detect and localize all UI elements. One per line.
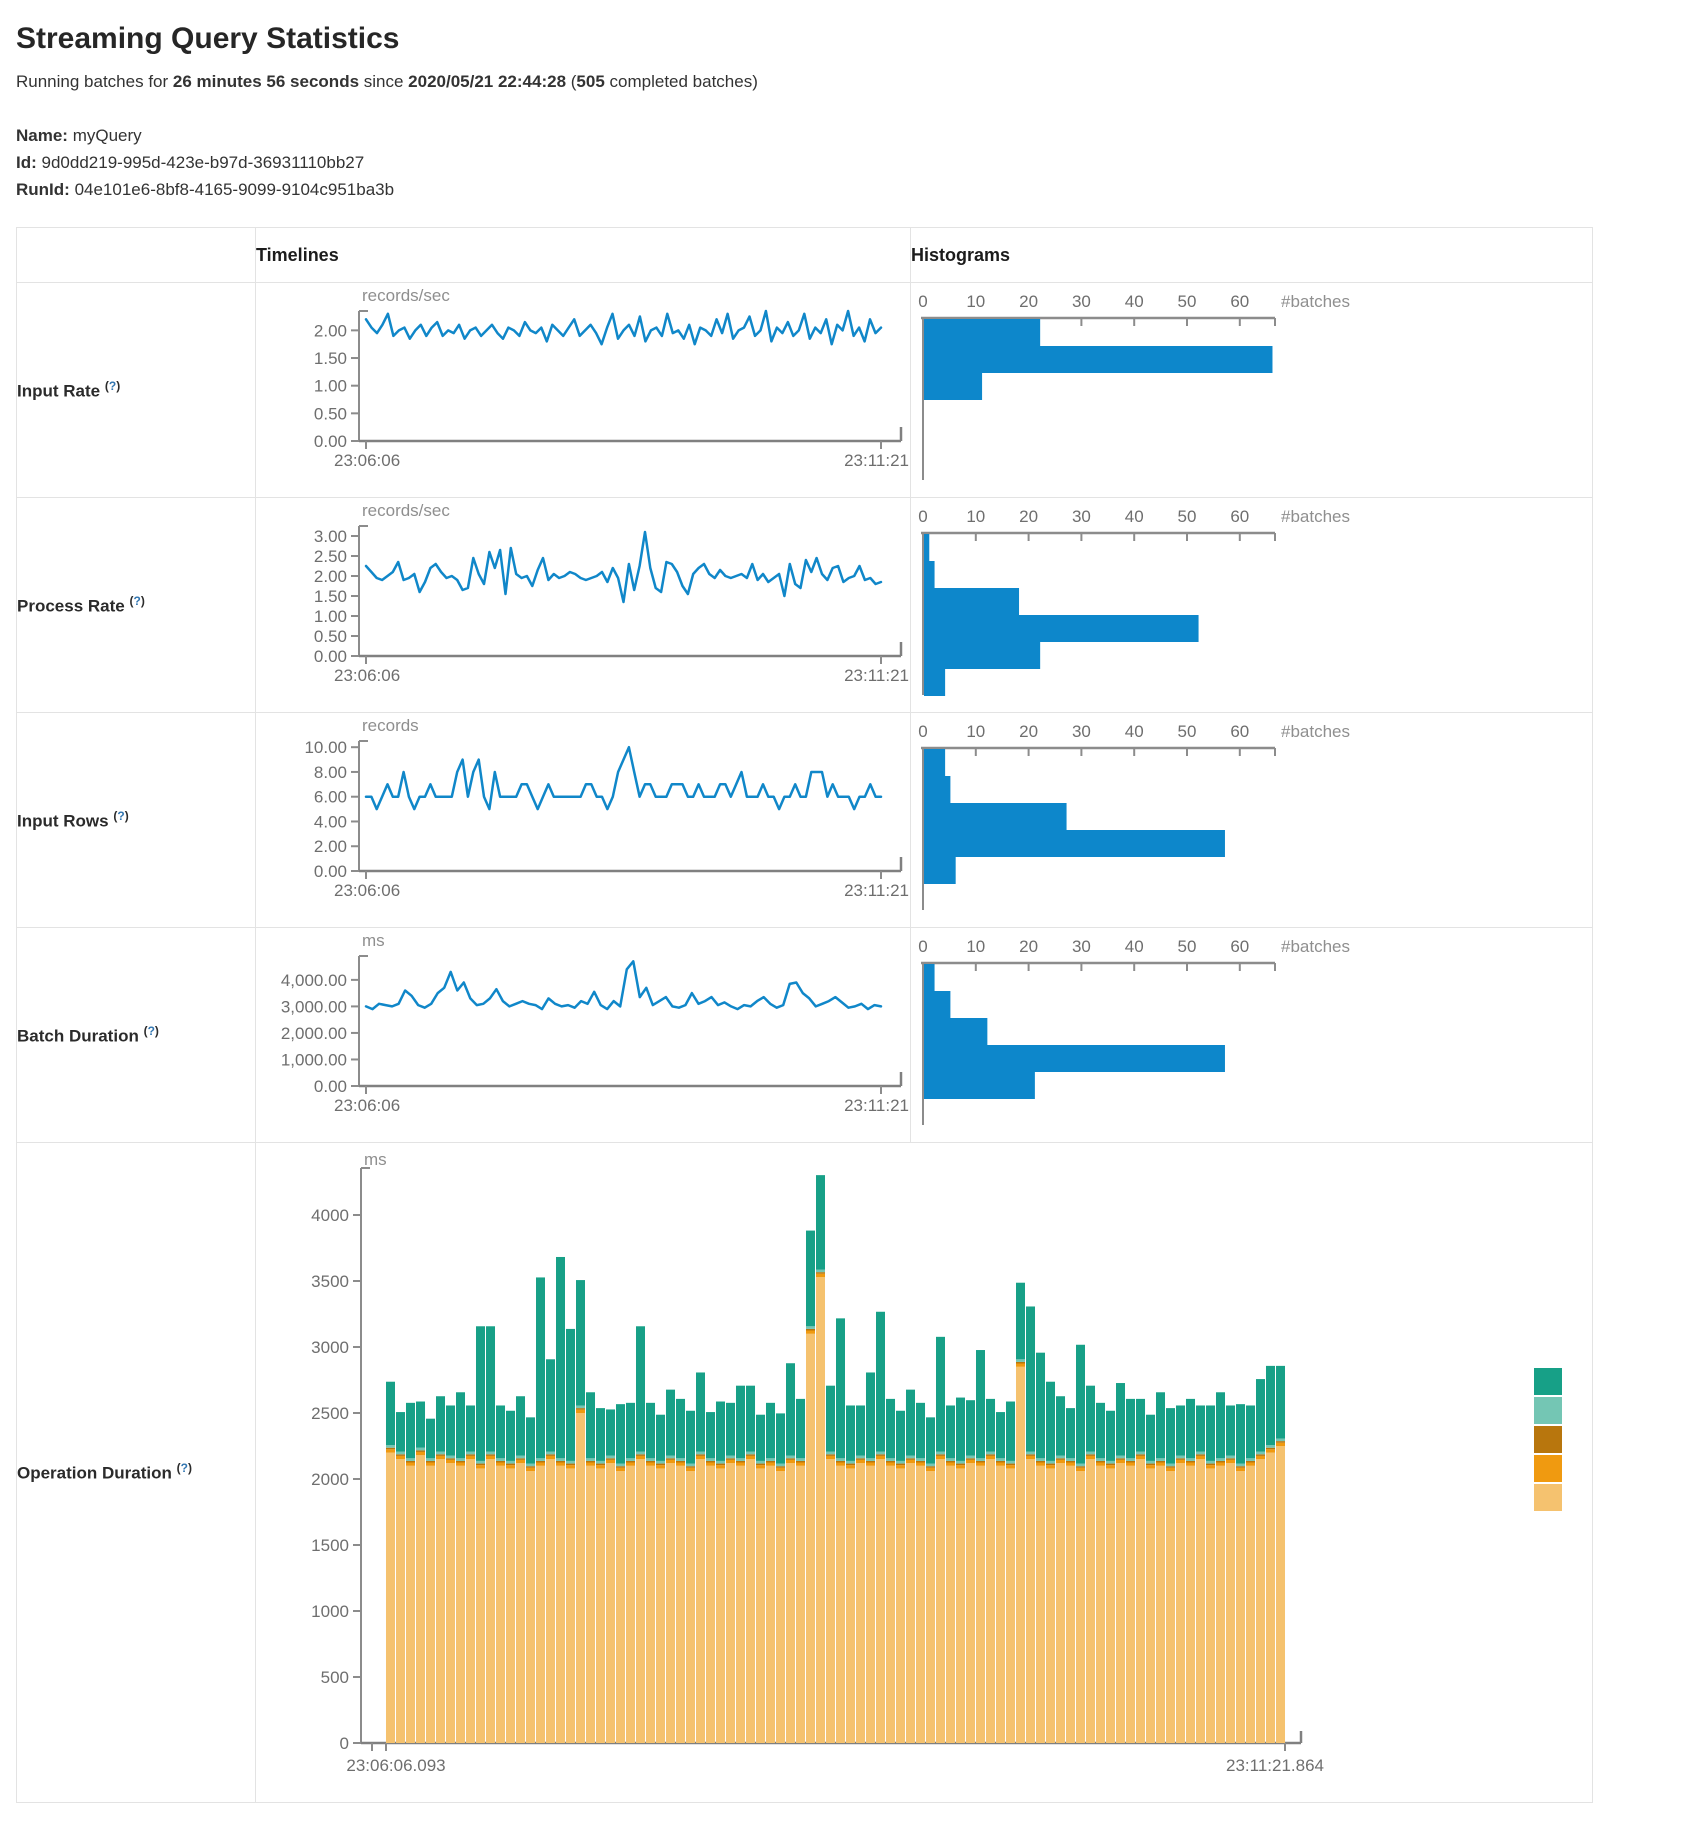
input-rate-label (17, 283, 256, 498)
input-rows-row (17, 713, 1593, 928)
svg-text:2,000.00: 2,000.00 (280, 1023, 347, 1043)
svg-text:40: 40 (1124, 292, 1144, 311)
question-mark-icon: ? (147, 1023, 155, 1038)
svg-text:50: 50 (1177, 937, 1197, 956)
svg-text:4000: 4000 (311, 1206, 349, 1225)
input-rows-histogram-chart (911, 713, 1592, 926)
row-label-text: Input Rows (17, 811, 109, 831)
summary-batch-count: 505 (576, 72, 605, 91)
id-value: 9d0dd219-995d-423e-b97d-36931110bb27 (41, 153, 365, 172)
legend-swatch-3 (1534, 1455, 1562, 1482)
svg-text:23:06:06: 23:06:06 (334, 881, 401, 900)
svg-text:60: 60 (1230, 937, 1250, 956)
summary-mid: since (359, 72, 409, 91)
svg-text:500: 500 (320, 1668, 349, 1687)
svg-text:10: 10 (966, 292, 986, 311)
row-label-text: Process Rate (17, 596, 125, 616)
operation-duration-help-tooltip[interactable] (177, 1461, 192, 1475)
svg-text:23:06:06: 23:06:06 (334, 1096, 401, 1115)
svg-text:23:06:06.093: 23:06:06.093 (346, 1756, 446, 1775)
svg-text:10.00: 10.00 (304, 738, 347, 758)
id-label: Id: (16, 153, 37, 172)
svg-text:20: 20 (1019, 937, 1039, 956)
svg-text:2.50: 2.50 (313, 547, 347, 566)
query-id-line (16, 149, 1677, 176)
row-label-text: Batch Duration (17, 1026, 139, 1046)
process-rate-help-tooltip[interactable] (129, 594, 144, 608)
summary-start-time: 2020/05/21 22:44:28 (408, 72, 567, 91)
svg-text:1000: 1000 (311, 1602, 349, 1621)
svg-text:30: 30 (1071, 937, 1091, 956)
svg-text:ms: ms (364, 1150, 387, 1169)
operation-duration-row (17, 1143, 1593, 1803)
svg-text:30: 30 (1071, 507, 1091, 526)
svg-text:23:06:06: 23:06:06 (334, 666, 401, 685)
batch-duration-row (17, 928, 1593, 1143)
help-open: ( (104, 378, 109, 393)
svg-text:40: 40 (1124, 937, 1144, 956)
svg-text:0.00: 0.00 (313, 647, 347, 666)
table-header-row (17, 228, 1593, 283)
svg-text:3,000.00: 3,000.00 (280, 997, 347, 1017)
svg-text:#batches: #batches (1281, 722, 1350, 741)
svg-text:50: 50 (1177, 292, 1197, 311)
svg-text:20: 20 (1019, 292, 1039, 311)
process-rate-timeline-chart (256, 498, 910, 711)
svg-text:0.00: 0.00 (313, 1077, 347, 1096)
histograms-header: Histograms (911, 228, 1593, 283)
question-mark-icon: ? (180, 1461, 188, 1476)
name-label: Name: (16, 126, 68, 145)
help-open: ( (113, 808, 118, 823)
input-rate-histogram-chart (911, 283, 1592, 496)
summary-open-paren: ( (566, 72, 577, 91)
empty-header-cell (17, 228, 256, 283)
svg-text:3000: 3000 (311, 1338, 349, 1357)
help-close: ) (187, 1461, 192, 1476)
input-rate-help-tooltip[interactable] (105, 379, 120, 393)
operation-duration-label (17, 1143, 256, 1803)
svg-text:0.50: 0.50 (313, 404, 347, 424)
svg-text:#batches: #batches (1281, 937, 1350, 956)
summary-prefix: Running batches for (16, 72, 173, 91)
batch-duration-histogram-chart (911, 928, 1592, 1141)
svg-text:0: 0 (918, 937, 928, 956)
svg-text:6.00: 6.00 (313, 787, 347, 807)
input-rate-timeline-chart (256, 283, 910, 496)
runid-value: 04e101e6-8bf8-4165-9099-9104c951ba3b (74, 180, 395, 199)
svg-text:60: 60 (1230, 292, 1250, 311)
summary-suffix: completed batches) (604, 72, 758, 91)
query-metadata (16, 122, 1677, 203)
svg-text:1500: 1500 (311, 1536, 349, 1555)
operation-duration-stacked-chart (256, 1143, 1592, 1799)
svg-text:3.00: 3.00 (313, 527, 347, 546)
query-runid-line (16, 176, 1677, 203)
row-label-text: Input Rate (17, 381, 101, 401)
page-title: Streaming Query Statistics (16, 22, 400, 55)
svg-text:0.00: 0.00 (313, 432, 347, 451)
batch-duration-timeline-chart (256, 928, 910, 1141)
svg-text:records/sec: records/sec (362, 286, 450, 305)
svg-text:10: 10 (966, 722, 986, 741)
svg-text:0.50: 0.50 (313, 627, 347, 646)
svg-text:23:11:21: 23:11:21 (844, 881, 909, 900)
process-rate-label (17, 498, 256, 713)
legend-swatch-2 (1534, 1426, 1562, 1453)
svg-text:records/sec: records/sec (362, 501, 450, 520)
svg-text:8.00: 8.00 (313, 762, 347, 782)
question-mark-icon: ? (133, 593, 141, 608)
svg-text:20: 20 (1019, 507, 1039, 526)
process-rate-row (17, 498, 1593, 713)
svg-text:2500: 2500 (311, 1404, 349, 1423)
help-close: ) (124, 808, 129, 823)
svg-text:0: 0 (918, 292, 928, 311)
svg-text:20: 20 (1019, 722, 1039, 741)
legend-swatch-0 (1534, 1368, 1562, 1395)
timelines-header: Timelines (256, 228, 911, 283)
svg-text:23:06:06: 23:06:06 (334, 451, 401, 470)
svg-text:10: 10 (966, 937, 986, 956)
svg-text:23:11:21: 23:11:21 (844, 451, 909, 470)
svg-text:2000: 2000 (311, 1470, 349, 1489)
svg-text:2.00: 2.00 (313, 567, 347, 586)
name-value: myQuery (72, 126, 142, 145)
svg-text:40: 40 (1124, 722, 1144, 741)
svg-text:60: 60 (1230, 507, 1250, 526)
running-batches-summary (16, 72, 1677, 92)
svg-text:50: 50 (1177, 507, 1197, 526)
svg-text:0: 0 (339, 1734, 349, 1753)
question-mark-icon: ? (117, 808, 125, 823)
svg-text:2.00: 2.00 (313, 321, 347, 341)
legend-swatch-4 (1534, 1484, 1562, 1511)
svg-text:1.00: 1.00 (313, 607, 347, 626)
help-open: ( (176, 1461, 181, 1476)
svg-text:2.00: 2.00 (313, 837, 347, 857)
svg-text:23:11:21.864: 23:11:21.864 (1226, 1756, 1324, 1775)
batch-duration-label (17, 928, 256, 1143)
runid-label: RunId: (16, 180, 70, 199)
svg-text:4,000.00: 4,000.00 (280, 970, 347, 990)
svg-text:0: 0 (918, 722, 928, 741)
svg-text:1.50: 1.50 (313, 349, 347, 369)
svg-text:40: 40 (1124, 507, 1144, 526)
svg-text:4.00: 4.00 (313, 812, 347, 832)
svg-text:ms: ms (362, 931, 385, 950)
input-rate-row (17, 283, 1593, 498)
input-rows-timeline-chart (256, 713, 910, 926)
svg-text:10: 10 (966, 507, 986, 526)
input-rows-label (17, 713, 256, 928)
svg-text:#batches: #batches (1281, 507, 1350, 526)
svg-text:1,000.00: 1,000.00 (280, 1050, 347, 1070)
svg-text:0: 0 (918, 507, 928, 526)
svg-text:60: 60 (1230, 722, 1250, 741)
help-close: ) (140, 593, 145, 608)
svg-text:30: 30 (1071, 292, 1091, 311)
svg-text:0.00: 0.00 (313, 862, 347, 881)
svg-text:#batches: #batches (1281, 292, 1350, 311)
help-close: ) (154, 1023, 159, 1038)
svg-text:30: 30 (1071, 722, 1091, 741)
svg-text:1.00: 1.00 (313, 376, 347, 396)
summary-duration: 26 minutes 56 seconds (172, 72, 360, 91)
svg-text:1.50: 1.50 (313, 587, 347, 606)
svg-text:23:11:21: 23:11:21 (844, 666, 909, 685)
query-name-line (16, 122, 1677, 149)
statistics-table (16, 227, 1593, 1803)
help-open: ( (129, 593, 134, 608)
svg-text:records: records (362, 716, 419, 735)
help-open: ( (143, 1023, 148, 1038)
svg-text:50: 50 (1177, 722, 1197, 741)
question-mark-icon: ? (108, 378, 117, 393)
input-rows-help-tooltip[interactable] (113, 809, 128, 823)
row-label-text: Operation Duration (17, 1463, 172, 1483)
svg-text:3500: 3500 (311, 1272, 349, 1291)
help-close: ) (116, 378, 121, 393)
batch-duration-help-tooltip[interactable] (144, 1024, 159, 1038)
legend-swatch-1 (1534, 1397, 1562, 1424)
process-rate-histogram-chart (911, 498, 1592, 711)
svg-text:23:11:21: 23:11:21 (844, 1096, 909, 1115)
